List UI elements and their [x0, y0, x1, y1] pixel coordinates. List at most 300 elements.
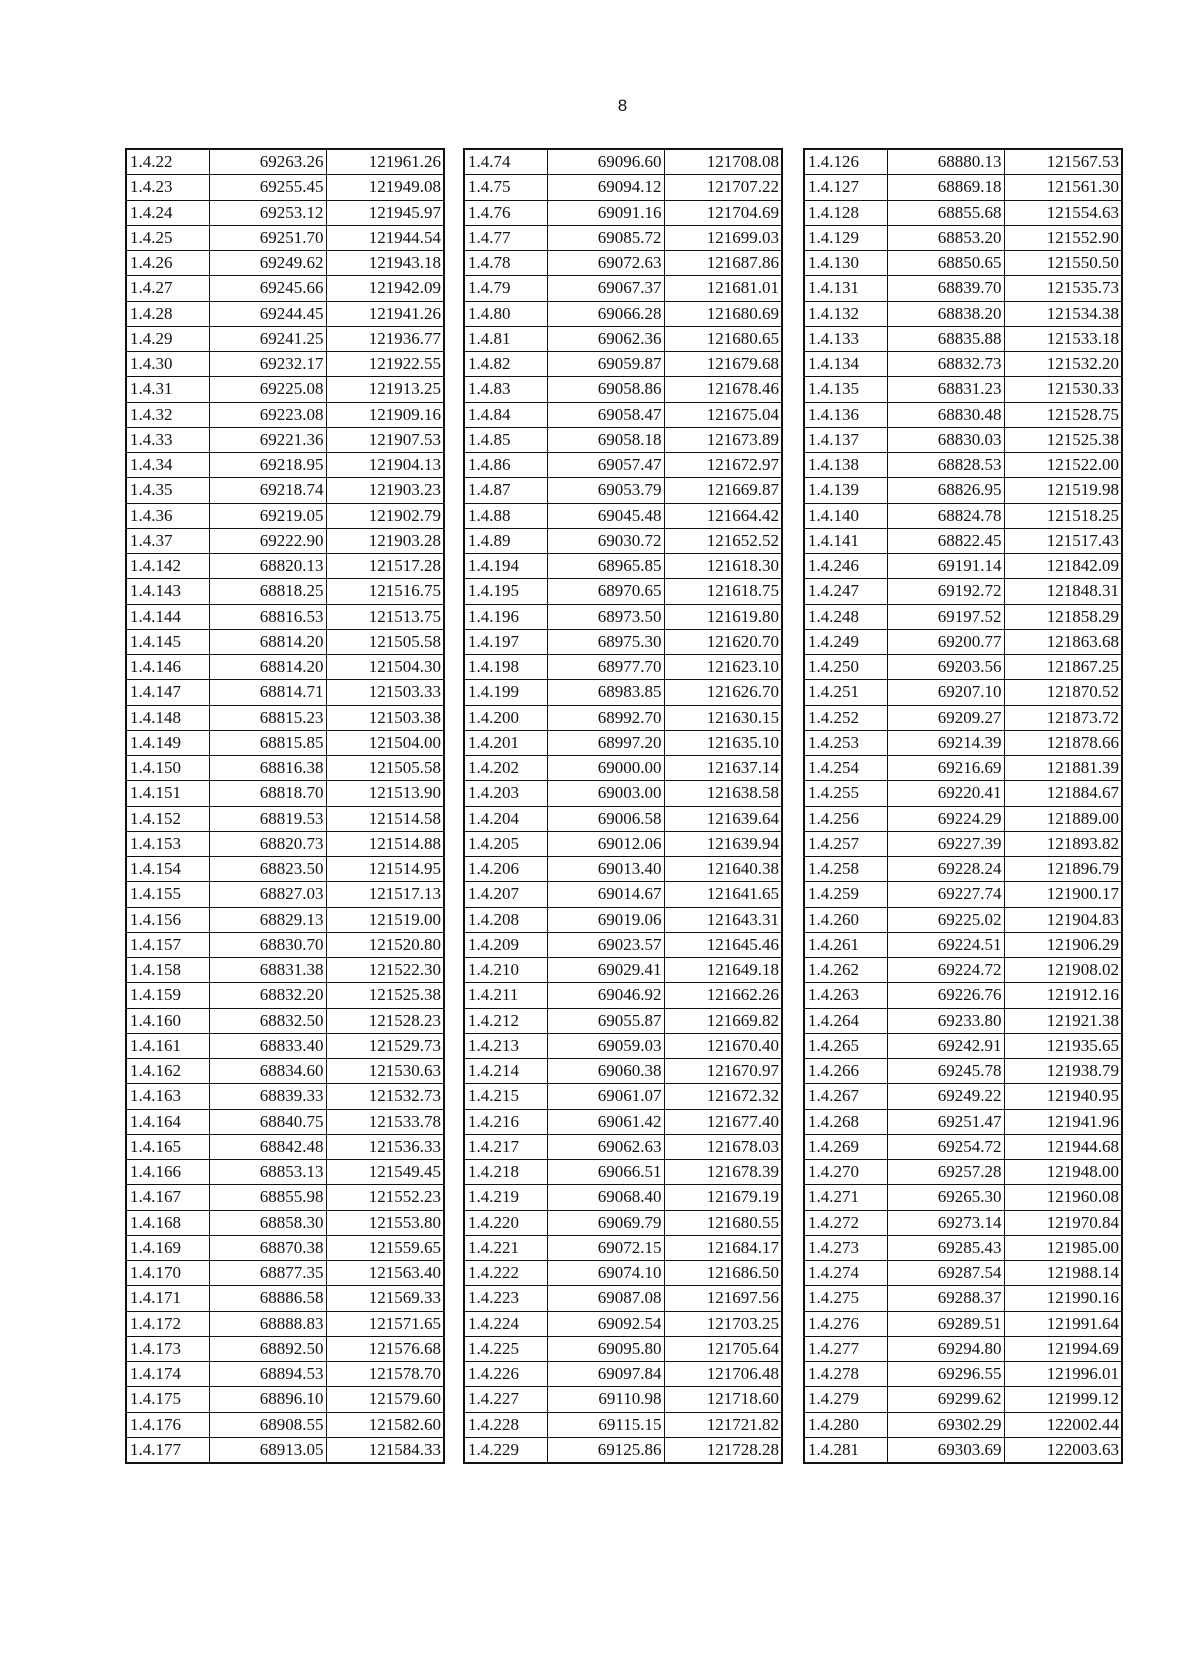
y-coordinate-cell: 121504.00	[326, 730, 444, 755]
x-coordinate-cell: 68853.20	[887, 225, 1004, 250]
y-coordinate-cell: 121944.54	[326, 225, 444, 250]
x-coordinate-cell: 69257.28	[887, 1160, 1004, 1185]
point-id-cell: 1.4.23	[126, 175, 209, 200]
y-coordinate-cell: 121532.20	[1004, 352, 1122, 377]
table-row	[464, 655, 782, 680]
y-coordinate-cell: 121643.31	[664, 907, 782, 932]
table-row	[464, 1033, 782, 1058]
point-id-cell: 1.4.33	[126, 427, 209, 452]
point-id-cell: 1.4.89	[464, 528, 547, 553]
point-id-cell: 1.4.86	[464, 453, 547, 478]
y-coordinate-cell: 121525.38	[1004, 427, 1122, 452]
table-row	[804, 554, 1122, 579]
y-coordinate-cell: 121889.00	[1004, 806, 1122, 831]
point-id-cell: 1.4.31	[126, 377, 209, 402]
x-coordinate-cell: 69029.41	[547, 958, 664, 983]
x-coordinate-cell: 69110.98	[547, 1387, 664, 1412]
y-coordinate-cell: 121686.50	[664, 1261, 782, 1286]
y-coordinate-cell: 121579.60	[326, 1387, 444, 1412]
x-coordinate-cell: 69091.16	[547, 200, 664, 225]
table-row	[126, 1084, 444, 1109]
point-id-cell: 1.4.127	[804, 175, 887, 200]
x-coordinate-cell: 69249.22	[887, 1084, 1004, 1109]
x-coordinate-cell: 69296.55	[887, 1362, 1004, 1387]
y-coordinate-cell: 121519.98	[1004, 478, 1122, 503]
point-id-cell: 1.4.74	[464, 149, 547, 175]
point-id-cell: 1.4.22	[126, 149, 209, 175]
table-row	[464, 1336, 782, 1361]
point-id-cell: 1.4.197	[464, 629, 547, 654]
x-coordinate-cell: 68855.98	[209, 1185, 326, 1210]
point-id-cell: 1.4.164	[126, 1109, 209, 1134]
y-coordinate-cell: 121623.10	[664, 655, 782, 680]
point-id-cell: 1.4.170	[126, 1261, 209, 1286]
y-coordinate-cell: 121534.38	[1004, 301, 1122, 326]
point-id-cell: 1.4.30	[126, 352, 209, 377]
point-id-cell: 1.4.263	[804, 983, 887, 1008]
x-coordinate-cell: 69218.95	[209, 453, 326, 478]
table-row	[804, 251, 1122, 276]
x-coordinate-cell: 69066.28	[547, 301, 664, 326]
y-coordinate-cell: 121678.39	[664, 1160, 782, 1185]
point-id-cell: 1.4.88	[464, 503, 547, 528]
x-coordinate-cell: 69055.87	[547, 1008, 664, 1033]
x-coordinate-cell: 68814.20	[209, 629, 326, 654]
point-id-cell: 1.4.257	[804, 831, 887, 856]
x-coordinate-cell: 68970.65	[547, 579, 664, 604]
y-coordinate-cell: 121645.46	[664, 932, 782, 957]
x-coordinate-cell: 68815.23	[209, 705, 326, 730]
table-row	[126, 604, 444, 629]
point-id-cell: 1.4.213	[464, 1033, 547, 1058]
y-coordinate-cell: 121514.58	[326, 806, 444, 831]
y-coordinate-cell: 121635.10	[664, 730, 782, 755]
y-coordinate-cell: 121554.63	[1004, 200, 1122, 225]
point-id-cell: 1.4.260	[804, 907, 887, 932]
y-coordinate-cell: 121921.38	[1004, 1008, 1122, 1033]
y-coordinate-cell: 121896.79	[1004, 857, 1122, 882]
table-row	[804, 932, 1122, 957]
point-id-cell: 1.4.275	[804, 1286, 887, 1311]
point-id-cell: 1.4.215	[464, 1084, 547, 1109]
y-coordinate-cell: 121673.89	[664, 427, 782, 452]
y-coordinate-cell: 121652.52	[664, 528, 782, 553]
point-id-cell: 1.4.278	[804, 1362, 887, 1387]
x-coordinate-cell: 69072.15	[547, 1235, 664, 1260]
y-coordinate-cell: 121679.68	[664, 352, 782, 377]
y-coordinate-cell: 121626.70	[664, 680, 782, 705]
x-coordinate-cell: 69045.48	[547, 503, 664, 528]
table-row	[126, 1336, 444, 1361]
table-row	[804, 200, 1122, 225]
x-coordinate-cell: 68835.88	[887, 326, 1004, 351]
point-id-cell: 1.4.265	[804, 1033, 887, 1058]
point-id-cell: 1.4.259	[804, 882, 887, 907]
y-coordinate-cell: 121707.22	[664, 175, 782, 200]
table-row	[464, 554, 782, 579]
point-id-cell: 1.4.161	[126, 1033, 209, 1058]
point-id-cell: 1.4.75	[464, 175, 547, 200]
table-row	[464, 1261, 782, 1286]
y-coordinate-cell: 121991.64	[1004, 1311, 1122, 1336]
y-coordinate-cell: 121990.16	[1004, 1286, 1122, 1311]
x-coordinate-cell: 68832.20	[209, 983, 326, 1008]
x-coordinate-cell: 68823.50	[209, 857, 326, 882]
x-coordinate-cell: 69228.24	[887, 857, 1004, 882]
table-row	[804, 1336, 1122, 1361]
table-row	[464, 1286, 782, 1311]
x-coordinate-cell: 69072.63	[547, 251, 664, 276]
table-row	[804, 1412, 1122, 1437]
table-row	[126, 1160, 444, 1185]
x-coordinate-cell: 68814.71	[209, 680, 326, 705]
x-coordinate-cell: 68830.48	[887, 402, 1004, 427]
point-id-cell: 1.4.138	[804, 453, 887, 478]
table-row	[464, 453, 782, 478]
point-id-cell: 1.4.222	[464, 1261, 547, 1286]
x-coordinate-cell: 69046.92	[547, 983, 664, 1008]
x-coordinate-cell: 69251.47	[887, 1109, 1004, 1134]
page-number: 8	[617, 96, 628, 115]
table-row	[126, 200, 444, 225]
table-row	[126, 453, 444, 478]
y-coordinate-cell: 121578.70	[326, 1362, 444, 1387]
y-coordinate-cell: 121670.40	[664, 1033, 782, 1058]
point-id-cell: 1.4.268	[804, 1109, 887, 1134]
x-coordinate-cell: 69058.86	[547, 377, 664, 402]
point-id-cell: 1.4.204	[464, 806, 547, 831]
point-id-cell: 1.4.252	[804, 705, 887, 730]
table-row	[464, 251, 782, 276]
point-id-cell: 1.4.144	[126, 604, 209, 629]
y-coordinate-cell: 121907.53	[326, 427, 444, 452]
point-id-cell: 1.4.270	[804, 1160, 887, 1185]
point-id-cell: 1.4.254	[804, 756, 887, 781]
table-row	[464, 377, 782, 402]
point-id-cell: 1.4.272	[804, 1210, 887, 1235]
table-row	[804, 705, 1122, 730]
point-id-cell: 1.4.76	[464, 200, 547, 225]
y-coordinate-cell: 121536.33	[326, 1134, 444, 1159]
point-id-cell: 1.4.209	[464, 932, 547, 957]
point-id-cell: 1.4.156	[126, 907, 209, 932]
y-coordinate-cell: 121884.67	[1004, 781, 1122, 806]
y-coordinate-cell: 121842.09	[1004, 554, 1122, 579]
y-coordinate-cell: 121519.00	[326, 907, 444, 932]
y-coordinate-cell: 121935.65	[1004, 1033, 1122, 1058]
y-coordinate-cell: 121941.26	[326, 301, 444, 326]
y-coordinate-cell: 121675.04	[664, 402, 782, 427]
y-coordinate-cell: 121530.33	[1004, 377, 1122, 402]
point-id-cell: 1.4.281	[804, 1437, 887, 1463]
point-id-cell: 1.4.154	[126, 857, 209, 882]
point-id-cell: 1.4.273	[804, 1235, 887, 1260]
x-coordinate-cell: 69226.76	[887, 983, 1004, 1008]
y-coordinate-cell: 121518.25	[1004, 503, 1122, 528]
x-coordinate-cell: 68913.05	[209, 1437, 326, 1463]
point-id-cell: 1.4.169	[126, 1235, 209, 1260]
x-coordinate-cell: 69241.25	[209, 326, 326, 351]
table-row	[464, 629, 782, 654]
table-row	[804, 528, 1122, 553]
x-coordinate-cell: 68869.18	[887, 175, 1004, 200]
x-coordinate-cell: 68850.65	[887, 251, 1004, 276]
point-id-cell: 1.4.217	[464, 1134, 547, 1159]
table-row	[126, 503, 444, 528]
x-coordinate-cell: 68831.38	[209, 958, 326, 983]
point-id-cell: 1.4.224	[464, 1311, 547, 1336]
x-coordinate-cell: 68819.53	[209, 806, 326, 831]
y-coordinate-cell: 121640.38	[664, 857, 782, 882]
x-coordinate-cell: 68896.10	[209, 1387, 326, 1412]
y-coordinate-cell: 121561.30	[1004, 175, 1122, 200]
table-row	[126, 478, 444, 503]
point-id-cell: 1.4.128	[804, 200, 887, 225]
point-id-cell: 1.4.145	[126, 629, 209, 654]
point-id-cell: 1.4.175	[126, 1387, 209, 1412]
y-coordinate-cell: 121988.14	[1004, 1261, 1122, 1286]
point-id-cell: 1.4.174	[126, 1362, 209, 1387]
y-coordinate-cell: 122002.44	[1004, 1412, 1122, 1437]
x-coordinate-cell: 69030.72	[547, 528, 664, 553]
y-coordinate-cell: 121938.79	[1004, 1059, 1122, 1084]
point-id-cell: 1.4.226	[464, 1362, 547, 1387]
x-coordinate-cell: 69087.08	[547, 1286, 664, 1311]
x-coordinate-cell: 69294.80	[887, 1336, 1004, 1361]
y-coordinate-cell: 121649.18	[664, 958, 782, 983]
x-coordinate-cell: 69096.60	[547, 149, 664, 175]
table-row	[126, 705, 444, 730]
y-coordinate-cell: 121949.08	[326, 175, 444, 200]
y-coordinate-cell: 121961.26	[326, 149, 444, 175]
x-coordinate-cell: 69066.51	[547, 1160, 664, 1185]
table-row	[126, 831, 444, 856]
table-row	[126, 983, 444, 1008]
y-coordinate-cell: 121677.40	[664, 1109, 782, 1134]
y-coordinate-cell: 121552.23	[326, 1185, 444, 1210]
point-id-cell: 1.4.212	[464, 1008, 547, 1033]
x-coordinate-cell: 68818.25	[209, 579, 326, 604]
table-row	[804, 175, 1122, 200]
y-coordinate-cell: 121517.28	[326, 554, 444, 579]
point-id-cell: 1.4.146	[126, 655, 209, 680]
y-coordinate-cell: 121936.77	[326, 326, 444, 351]
y-coordinate-cell: 121684.17	[664, 1235, 782, 1260]
y-coordinate-cell: 121904.83	[1004, 907, 1122, 932]
y-coordinate-cell: 121516.75	[326, 579, 444, 604]
x-coordinate-cell: 69057.47	[547, 453, 664, 478]
point-id-cell: 1.4.168	[126, 1210, 209, 1235]
x-coordinate-cell: 69227.39	[887, 831, 1004, 856]
coordinates-table-2	[463, 148, 783, 1464]
table-row	[804, 301, 1122, 326]
x-coordinate-cell: 69060.38	[547, 1059, 664, 1084]
point-id-cell: 1.4.221	[464, 1235, 547, 1260]
x-coordinate-cell: 69058.47	[547, 402, 664, 427]
x-coordinate-cell: 69227.74	[887, 882, 1004, 907]
x-coordinate-cell: 68894.53	[209, 1362, 326, 1387]
x-coordinate-cell: 69074.10	[547, 1261, 664, 1286]
table-row	[804, 604, 1122, 629]
point-id-cell: 1.4.36	[126, 503, 209, 528]
x-coordinate-cell: 69094.12	[547, 175, 664, 200]
x-coordinate-cell: 69233.80	[887, 1008, 1004, 1033]
point-id-cell: 1.4.126	[804, 149, 887, 175]
point-id-cell: 1.4.132	[804, 301, 887, 326]
table-row	[804, 958, 1122, 983]
table-row	[126, 680, 444, 705]
y-coordinate-cell: 121942.09	[326, 276, 444, 301]
table-row	[804, 352, 1122, 377]
x-coordinate-cell: 68814.20	[209, 655, 326, 680]
x-coordinate-cell: 69289.51	[887, 1311, 1004, 1336]
point-id-cell: 1.4.80	[464, 301, 547, 326]
y-coordinate-cell: 121552.90	[1004, 225, 1122, 250]
point-id-cell: 1.4.27	[126, 276, 209, 301]
table-row	[804, 1185, 1122, 1210]
x-coordinate-cell: 68877.35	[209, 1261, 326, 1286]
y-coordinate-cell: 121532.73	[326, 1084, 444, 1109]
table-row	[464, 1437, 782, 1463]
table-row	[464, 907, 782, 932]
x-coordinate-cell: 69192.72	[887, 579, 1004, 604]
x-coordinate-cell: 69059.03	[547, 1033, 664, 1058]
y-coordinate-cell: 121514.88	[326, 831, 444, 856]
y-coordinate-cell: 121999.12	[1004, 1387, 1122, 1412]
x-coordinate-cell: 69003.00	[547, 781, 664, 806]
point-id-cell: 1.4.220	[464, 1210, 547, 1235]
y-coordinate-cell: 121697.56	[664, 1286, 782, 1311]
y-coordinate-cell: 121620.70	[664, 629, 782, 654]
x-coordinate-cell: 69095.80	[547, 1336, 664, 1361]
y-coordinate-cell: 121522.00	[1004, 453, 1122, 478]
y-coordinate-cell: 121687.86	[664, 251, 782, 276]
table-row	[464, 301, 782, 326]
x-coordinate-cell: 69191.14	[887, 554, 1004, 579]
point-id-cell: 1.4.151	[126, 781, 209, 806]
table-row	[464, 225, 782, 250]
y-coordinate-cell: 121679.19	[664, 1185, 782, 1210]
y-coordinate-cell: 121970.84	[1004, 1210, 1122, 1235]
y-coordinate-cell: 121906.29	[1004, 932, 1122, 957]
table-row	[464, 1235, 782, 1260]
table-row	[464, 730, 782, 755]
x-coordinate-cell: 69232.17	[209, 352, 326, 377]
y-coordinate-cell: 121941.96	[1004, 1109, 1122, 1134]
y-coordinate-cell: 121553.80	[326, 1210, 444, 1235]
table-row	[126, 225, 444, 250]
x-coordinate-cell: 68830.70	[209, 932, 326, 957]
table-row	[126, 1109, 444, 1134]
point-id-cell: 1.4.223	[464, 1286, 547, 1311]
x-coordinate-cell: 69242.91	[887, 1033, 1004, 1058]
y-coordinate-cell: 121858.29	[1004, 604, 1122, 629]
table-row	[804, 781, 1122, 806]
x-coordinate-cell: 68824.78	[887, 503, 1004, 528]
point-id-cell: 1.4.208	[464, 907, 547, 932]
table-row	[804, 1160, 1122, 1185]
y-coordinate-cell: 121662.26	[664, 983, 782, 1008]
table-row	[464, 1185, 782, 1210]
x-coordinate-cell: 69062.36	[547, 326, 664, 351]
x-coordinate-cell: 68858.30	[209, 1210, 326, 1235]
x-coordinate-cell: 69207.10	[887, 680, 1004, 705]
y-coordinate-cell: 121528.75	[1004, 402, 1122, 427]
x-coordinate-cell: 69218.74	[209, 478, 326, 503]
point-id-cell: 1.4.32	[126, 402, 209, 427]
y-coordinate-cell: 121550.50	[1004, 251, 1122, 276]
point-id-cell: 1.4.149	[126, 730, 209, 755]
y-coordinate-cell: 121513.90	[326, 781, 444, 806]
table-row	[804, 983, 1122, 1008]
x-coordinate-cell: 68832.50	[209, 1008, 326, 1033]
point-id-cell: 1.4.228	[464, 1412, 547, 1437]
y-coordinate-cell: 122003.63	[1004, 1437, 1122, 1463]
x-coordinate-cell: 68827.03	[209, 882, 326, 907]
y-coordinate-cell: 121669.82	[664, 1008, 782, 1033]
table-row	[804, 503, 1122, 528]
table-row	[804, 1437, 1122, 1463]
x-coordinate-cell: 68880.13	[887, 149, 1004, 175]
point-id-cell: 1.4.200	[464, 705, 547, 730]
point-id-cell: 1.4.276	[804, 1311, 887, 1336]
table-row	[464, 427, 782, 452]
point-id-cell: 1.4.77	[464, 225, 547, 250]
x-coordinate-cell: 69251.70	[209, 225, 326, 250]
table-row	[464, 958, 782, 983]
y-coordinate-cell: 121582.60	[326, 1412, 444, 1437]
y-coordinate-cell: 121996.01	[1004, 1362, 1122, 1387]
x-coordinate-cell: 69061.07	[547, 1084, 664, 1109]
x-coordinate-cell: 69288.37	[887, 1286, 1004, 1311]
x-coordinate-cell: 68832.73	[887, 352, 1004, 377]
y-coordinate-cell: 121641.65	[664, 882, 782, 907]
table-row	[126, 1311, 444, 1336]
point-id-cell: 1.4.140	[804, 503, 887, 528]
point-id-cell: 1.4.155	[126, 882, 209, 907]
point-id-cell: 1.4.171	[126, 1286, 209, 1311]
x-coordinate-cell: 69006.58	[547, 806, 664, 831]
x-coordinate-cell: 69200.77	[887, 629, 1004, 654]
x-coordinate-cell: 69209.27	[887, 705, 1004, 730]
point-id-cell: 1.4.142	[126, 554, 209, 579]
point-id-cell: 1.4.218	[464, 1160, 547, 1185]
point-id-cell: 1.4.84	[464, 402, 547, 427]
point-id-cell: 1.4.165	[126, 1134, 209, 1159]
y-coordinate-cell: 121618.30	[664, 554, 782, 579]
point-id-cell: 1.4.251	[804, 680, 887, 705]
table-row	[804, 377, 1122, 402]
table-row	[804, 1109, 1122, 1134]
point-id-cell: 1.4.134	[804, 352, 887, 377]
y-coordinate-cell: 121569.33	[326, 1286, 444, 1311]
x-coordinate-cell: 69214.39	[887, 730, 1004, 755]
table-row	[804, 1008, 1122, 1033]
point-id-cell: 1.4.264	[804, 1008, 887, 1033]
x-coordinate-cell: 68855.68	[887, 200, 1004, 225]
x-coordinate-cell: 68833.40	[209, 1033, 326, 1058]
table-row	[464, 705, 782, 730]
y-coordinate-cell: 121533.78	[326, 1109, 444, 1134]
x-coordinate-cell: 68820.73	[209, 831, 326, 856]
y-coordinate-cell: 121848.31	[1004, 579, 1122, 604]
point-id-cell: 1.4.160	[126, 1008, 209, 1033]
x-coordinate-cell: 69225.02	[887, 907, 1004, 932]
y-coordinate-cell: 121503.38	[326, 705, 444, 730]
point-id-cell: 1.4.152	[126, 806, 209, 831]
x-coordinate-cell: 69023.57	[547, 932, 664, 957]
x-coordinate-cell: 69255.45	[209, 175, 326, 200]
